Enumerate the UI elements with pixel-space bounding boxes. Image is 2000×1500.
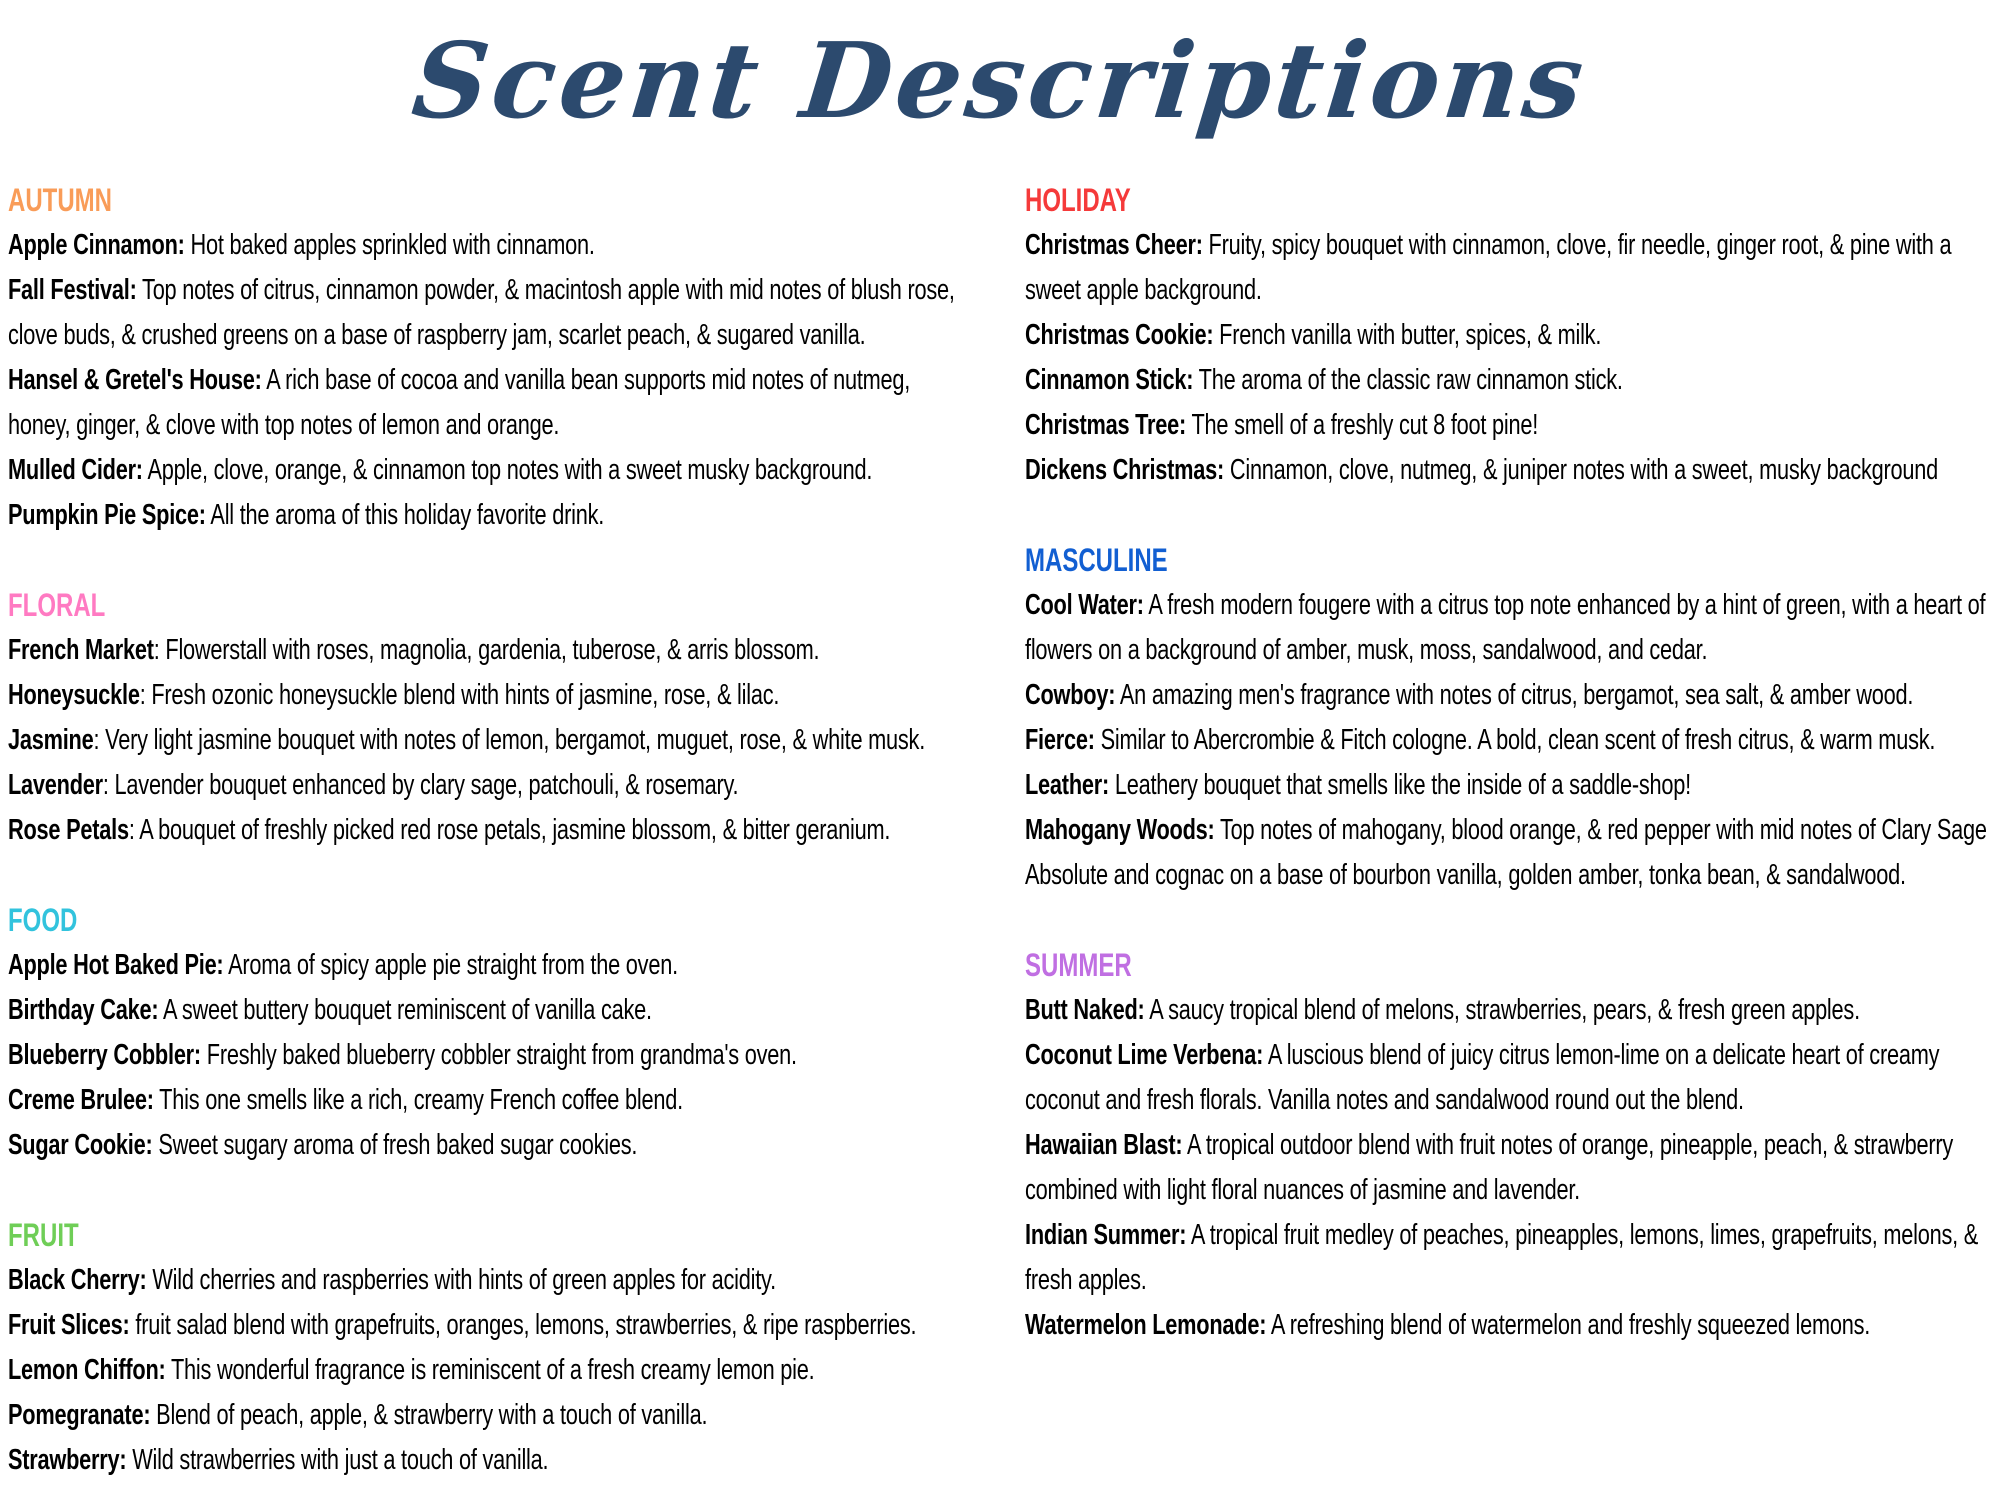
scent-name: Christmas Cookie: (1025, 319, 1214, 351)
scent-description: Cinnamon, clove, nutmeg, & juniper notes with a sweet, musky background (1224, 454, 1939, 486)
scent-name: Rose Petals (8, 814, 129, 846)
category-header: SUMMER (1025, 947, 1132, 983)
category-header: FOOD (8, 902, 78, 938)
scent-name: Mulled Cider: (8, 454, 143, 486)
scent-description: The aroma of the classic raw cinnamon stick. (1193, 364, 1623, 396)
scent-description: : A bouquet of freshly picked red rose petals, jasmine blossom, & bitter geranium. (128, 814, 891, 846)
scent-description: Fruity, spicy bouquet with cinnamon, clove, fir needle, ginger root, & pine with a sweet apple background. (1025, 229, 1952, 306)
scent-entry (8, 1258, 962, 1303)
scent-entry (8, 988, 962, 1033)
scent-description: A refreshing blend of watermelon and freshly squeezed lemons. (1266, 1309, 1871, 1341)
scent-entry (8, 1033, 962, 1078)
scent-entry (8, 628, 962, 673)
scent-description: Sweet sugary aroma of fresh baked sugar cookies. (152, 1129, 638, 1161)
scent-name: Fall Festival: (8, 274, 137, 306)
scent-description: Top notes of citrus, cinnamon powder, & macintosh apple with mid notes of blush rose, clove buds, & crushed greens on a base of raspberry jam, scarlet peach, & sugared vanilla. (8, 274, 955, 351)
scent-description: This wonderful fragrance is reminiscent of a fresh creamy lemon pie. (165, 1354, 815, 1386)
category-entries (8, 223, 962, 538)
scent-description: : Very light jasmine bouquet with notes of lemon, bergamot, muguet, rose, & white musk. (93, 724, 926, 756)
scent-category-section (8, 1213, 962, 1483)
scent-entry (8, 673, 962, 718)
scent-name: Watermelon Lemonade: (1025, 1309, 1267, 1341)
scent-name: Fierce: (1025, 724, 1095, 756)
scent-description: A luscious blend of juicy citrus lemon-lime on a delicate heart of creamy coconut and fresh florals. Vanilla notes and sandalwood round out the blend. (1025, 1039, 1940, 1116)
scent-entry (1025, 223, 1997, 313)
scent-entry (1025, 673, 1997, 718)
scent-description: A rich base of cocoa and vanilla bean supports mid notes of nutmeg, honey, ginger, & clove with top notes of lemon and orange. (8, 364, 911, 441)
scent-name: Pomegranate: (8, 1399, 151, 1431)
scent-entry (1025, 1213, 1997, 1303)
scent-description: The smell of a freshly cut 8 foot pine! (1186, 409, 1539, 441)
scent-entry (8, 1123, 962, 1168)
scent-entry (1025, 583, 1997, 673)
scent-description: Wild cherries and raspberries with hints of green apples for acidity. (146, 1264, 776, 1296)
category-header: FRUIT (8, 1217, 79, 1253)
scent-entry (1025, 1123, 1997, 1213)
scent-entry (8, 1348, 962, 1393)
scent-name: Cool Water: (1025, 589, 1144, 621)
scent-description: Blend of peach, apple, & strawberry with a touch of vanilla. (150, 1399, 708, 1431)
scent-entry (8, 493, 962, 538)
scent-entry (1025, 403, 1997, 448)
scent-description: fruit salad blend with grapefruits, oranges, lemons, strawberries, & ripe raspberries. (129, 1309, 917, 1341)
left-column (8, 178, 962, 1483)
scent-name: Indian Summer: (1025, 1219, 1187, 1251)
category-entries (1025, 583, 1997, 898)
scent-name: Butt Naked: (1025, 994, 1145, 1026)
scent-name: Sugar Cookie: (8, 1129, 153, 1161)
scent-name: French Market (8, 634, 154, 666)
category-header: MASCULINE (1025, 542, 1168, 578)
scent-name: Dickens Christmas: (1025, 454, 1225, 486)
scent-description: Hot baked apples sprinkled with cinnamon. (184, 229, 595, 261)
scent-name: Hawaiian Blast: (1025, 1129, 1183, 1161)
scent-name: Coconut Lime Verbena: (1025, 1039, 1264, 1071)
scent-name: Pumpkin Pie Spice: (8, 499, 206, 531)
scent-description: A saucy tropical blend of melons, strawberries, pears, & fresh green apples. (1144, 994, 1860, 1026)
category-header: HOLIDAY (1025, 182, 1131, 218)
scent-category-section (1025, 943, 1997, 1348)
scent-entry (8, 268, 962, 358)
scent-category-section (8, 583, 962, 853)
scent-name: Lavender (8, 769, 103, 801)
scent-entry (1025, 718, 1997, 763)
scent-entry (1025, 448, 1997, 493)
category-header: FLORAL (8, 587, 106, 623)
scent-description: Leathery bouquet that smells like the inside of a saddle-shop! (1109, 769, 1691, 801)
page-title: Scent Descriptions (407, 19, 1593, 142)
scent-name: Black Cherry: (8, 1264, 147, 1296)
scent-entry (1025, 358, 1997, 403)
scent-name: Apple Hot Baked Pie: (8, 949, 224, 981)
scent-description: : Lavender bouquet enhanced by clary sage, patchouli, & rosemary. (102, 769, 739, 801)
category-header: AUTUMN (8, 182, 112, 218)
scent-entry (8, 808, 962, 853)
scent-entry (8, 1438, 962, 1483)
scent-description: A tropical outdoor blend with fruit notes of orange, pineapple, peach, & strawberry combined with light floral nuances of jasmine and lavender. (1025, 1129, 1954, 1206)
scent-category-section (1025, 538, 1997, 898)
scent-description: : Fresh ozonic honeysuckle blend with hints of jasmine, rose, & lilac. (139, 679, 780, 711)
category-entries (1025, 223, 1997, 493)
scent-entry (8, 1078, 962, 1123)
scent-description: Freshly baked blueberry cobbler straight from grandma's oven. (200, 1039, 797, 1071)
scent-description: All the aroma of this holiday favorite drink. (205, 499, 605, 531)
scent-name: Honeysuckle (8, 679, 140, 711)
right-column (1025, 178, 1997, 1348)
scent-entry (8, 223, 962, 268)
scent-description: French vanilla with butter, spices, & milk. (1213, 319, 1602, 351)
scent-description: Similar to Abercrombie & Fitch cologne. A bold, clean scent of fresh citrus, & warm musk. (1094, 724, 1936, 756)
scent-entry (1025, 763, 1997, 808)
scent-description: A tropical fruit medley of peaches, pineapples, lemons, limes, grapefruits, melons, & fresh apples. (1025, 1219, 1979, 1296)
scent-name: Hansel & Gretel's House: (8, 364, 262, 396)
category-entries (8, 628, 962, 853)
scent-name: Fruit Slices: (8, 1309, 130, 1341)
scent-entry (8, 1393, 962, 1438)
scent-name: Leather: (1025, 769, 1110, 801)
scent-entry (1025, 808, 1997, 898)
scent-category-section (8, 898, 962, 1168)
category-entries (8, 943, 962, 1168)
scent-name: Blueberry Cobbler: (8, 1039, 201, 1071)
scent-name: Mahogany Woods: (1025, 814, 1215, 846)
scent-entry (8, 1303, 962, 1348)
scent-description: : Flowerstall with roses, magnolia, gardenia, tuberose, & arris blossom. (153, 634, 820, 666)
category-entries (1025, 988, 1997, 1348)
scent-name: Lemon Chiffon: (8, 1354, 166, 1386)
scent-entry (1025, 1303, 1997, 1348)
scent-entry (8, 358, 962, 448)
category-entries (8, 1258, 962, 1483)
scent-entry (8, 943, 962, 988)
scent-entry (8, 718, 962, 763)
scent-entry (8, 448, 962, 493)
scent-name: Apple Cinnamon: (8, 229, 185, 261)
scent-description: Aroma of spicy apple pie straight from the oven. (223, 949, 678, 981)
scent-name: Christmas Tree: (1025, 409, 1187, 441)
scent-entry (1025, 1033, 1997, 1123)
scent-entry (1025, 313, 1997, 358)
scent-name: Cowboy: (1025, 679, 1116, 711)
scent-name: Jasmine (8, 724, 94, 756)
scent-category-section (1025, 178, 1997, 493)
scent-name: Christmas Cheer: (1025, 229, 1203, 261)
scent-entry (1025, 988, 1997, 1033)
scent-entry (8, 763, 962, 808)
scent-description: Apple, clove, orange, & cinnamon top notes with a sweet musky background. (142, 454, 873, 486)
scent-description: A sweet buttery bouquet reminiscent of vanilla cake. (158, 994, 652, 1026)
scent-name: Birthday Cake: (8, 994, 159, 1026)
scent-name: Cinnamon Stick: (1025, 364, 1194, 396)
scent-description: Wild strawberries with just a touch of vanilla. (126, 1444, 549, 1476)
scent-description: An amazing men's fragrance with notes of citrus, bergamot, sea salt, & amber wood. (1115, 679, 1914, 711)
scent-description: Top notes of mahogany, blood orange, & red pepper with mid notes of Clary Sage Absolute and cognac on a base of bourbon vanilla, golden amber, tonka bean, & sandalwood. (1025, 814, 1987, 891)
scent-description: A fresh modern fougere with a citrus top note enhanced by a hint of green, with a heart of flowers on a background of amber, musk, moss, sandalwood, and cedar. (1025, 589, 1986, 666)
scent-description: This one smells like a rich, creamy French coffee blend. (153, 1084, 683, 1116)
scent-name: Strawberry: (8, 1444, 127, 1476)
scent-category-section (8, 178, 962, 538)
scent-name: Creme Brulee: (8, 1084, 154, 1116)
